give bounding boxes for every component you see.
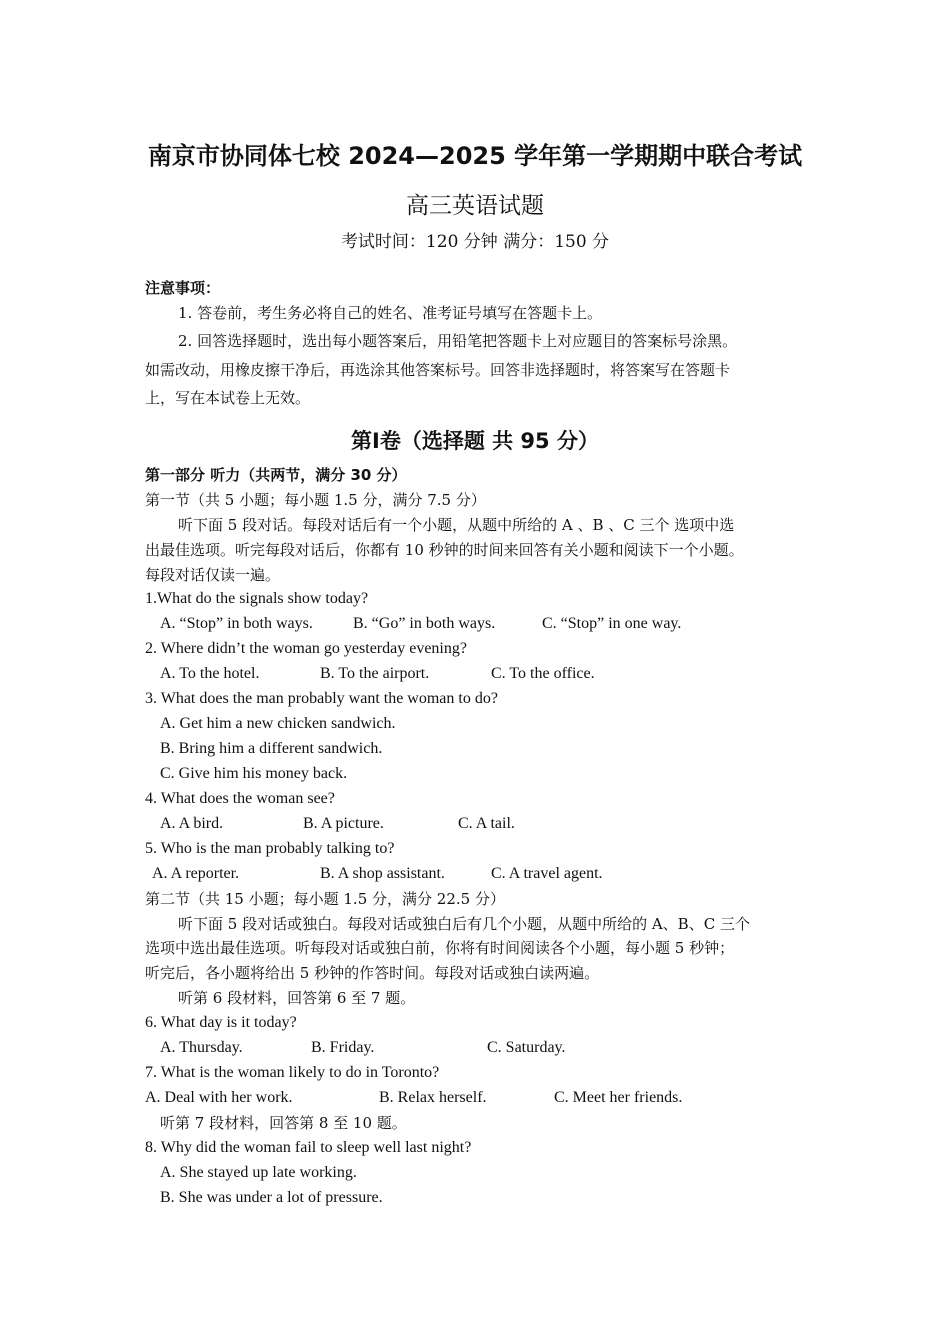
notice-item-2-line-1: 2. 回答选择题时，选出每小题答案后，用铅笔把答题卡上对应题目的答案标号涂黑。	[178, 332, 738, 350]
question-3: 3. What does the man probably want the woman to do?	[145, 690, 498, 707]
section1-intro-line-1: 听下面 5 段对话。每段对话后有一个小题，从题中所给的 A 、B 、C 三个 选项中选	[178, 516, 735, 534]
volume-title: 第Ⅰ卷（选择题 共 95 分）	[351, 429, 599, 453]
question-4: 4. What does the woman see?	[145, 790, 335, 807]
q1-option-b: B. “Go” in both ways.	[353, 615, 496, 632]
section2-intro-line-3: 听完后，各小题将给出 5 秒钟的作答时间。每段对话或独白读两遍。	[145, 964, 600, 982]
question-6: 6. What day is it today?	[145, 1014, 297, 1031]
section2-intro-line-1: 听下面 5 段对话或独白。每段对话或独白后有几个小题，从题中所给的 A、B、C 三个	[178, 915, 750, 933]
question-7: 7. What is the woman likely to do in Toronto?	[145, 1064, 440, 1081]
q7-option-b: B. Relax herself.	[379, 1089, 487, 1106]
q2-option-a: A. To the hotel.	[160, 665, 260, 682]
q5-option-a: A. A reporter.	[152, 865, 240, 882]
section1-intro-line-3: 每段对话仅读一遍。	[145, 566, 281, 584]
section2-intro-line-2: 选项中选出最佳选项。听每段对话或独白前，你将有时间阅读各个小题，每小题 5 秒钟；	[145, 939, 735, 957]
q1-option-a: A. “Stop” in both ways.	[160, 615, 313, 632]
q1-option-c: C. “Stop” in one way.	[542, 615, 682, 632]
q6-option-b: B. Friday.	[311, 1039, 375, 1056]
exam-subtitle: 高三英语试题	[406, 193, 544, 219]
q7-option-a: A. Deal with her work.	[145, 1089, 293, 1106]
q8-option-b: B. She was under a lot of pressure.	[160, 1189, 383, 1206]
question-1: 1.What do the signals show today?	[145, 590, 369, 607]
question-5: 5. Who is the man probably talking to?	[145, 840, 395, 857]
q3-option-c: C. Give him his money back.	[160, 765, 348, 782]
exam-title: 南京市协同体七校 2024—2025 学年第一学期期中联合考试	[147, 142, 803, 170]
notice-heading: 注意事项：	[145, 279, 221, 297]
q7-option-c: C. Meet her friends.	[554, 1089, 683, 1106]
q8-option-a: A. She stayed up late working.	[160, 1164, 357, 1181]
material-7-note: 听第 7 段材料，回答第 8 至 10 题。	[160, 1114, 407, 1132]
q3-option-b: B. Bring him a different sandwich.	[160, 740, 383, 757]
question-2: 2. Where didn’t the woman go yesterday evening?	[145, 640, 467, 657]
q6-option-a: A. Thursday.	[160, 1039, 243, 1056]
notice-item-2-line-2: 如需改动，用橡皮擦干净后，再选涂其他答案标号。回答非选择题时，将答案写在答题卡	[145, 361, 731, 379]
q2-option-c: C. To the office.	[491, 665, 595, 682]
notice-item-2-line-3: 上，写在本试卷上无效。	[145, 389, 311, 407]
part1-heading: 第一部分 听力（共两节，满分 30 分）	[145, 466, 407, 484]
q2-option-b: B. To the airport.	[320, 665, 430, 682]
q4-option-c: C. A tail.	[458, 815, 515, 832]
section1-intro-line-2: 出最佳选项。听完每段对话后，你都有 10 秒钟的时间来回答有关小题和阅读下一个小题。	[145, 541, 744, 559]
q5-option-c: C. A travel agent.	[491, 865, 603, 882]
exam-meta: 考试时间：120 分钟 满分：150 分	[340, 232, 610, 252]
material-6-note: 听第 6 段材料，回答第 6 至 7 题。	[178, 989, 416, 1007]
section1-heading: 第一节（共 5 小题；每小题 1.5 分，满分 7.5 分）	[145, 491, 486, 509]
q6-option-c: C. Saturday.	[487, 1039, 566, 1056]
question-8: 8. Why did the woman fail to sleep well last night?	[145, 1139, 472, 1156]
section2-heading: 第二节（共 15 小题；每小题 1.5 分，满分 22.5 分）	[145, 890, 505, 908]
q5-option-b: B. A shop assistant.	[320, 865, 445, 882]
q4-option-a: A. A bird.	[160, 815, 224, 832]
q3-option-a: A. Get him a new chicken sandwich.	[160, 715, 396, 732]
notice-item-1: 1. 答卷前，考生务必将自己的姓名、准考证号填写在答题卡上。	[178, 304, 603, 322]
q4-option-b: B. A picture.	[303, 815, 384, 832]
